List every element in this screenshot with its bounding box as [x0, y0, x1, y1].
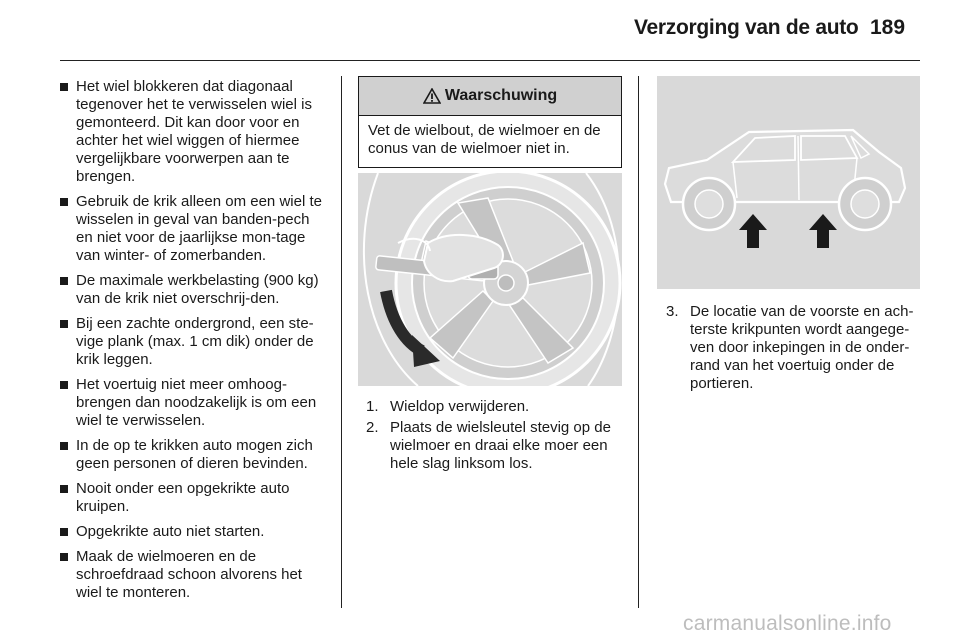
list-item: Gebruik de krik alleen om een wiel te wisselen in geval van banden-pech en niet voor de jaarlijkse mon-tage van winter- of zomerbanden.: [60, 193, 328, 265]
watermark: carmanualsonline.info: [683, 612, 892, 635]
column-divider-right: [638, 76, 639, 608]
wheel-steps-list: [366, 398, 634, 476]
warning-text: Vet de wielbout, de wielmoer en de conus van de wielmoer niet in.: [368, 122, 601, 157]
car-illustration-graphic: [657, 76, 920, 289]
list-item: Het voertuig niet meer omhoog-brengen dan noodzakelijk is om een wiel te verwisselen.: [60, 376, 328, 430]
wheel-wrench-illustration: [358, 173, 622, 386]
bullet-square-icon: [60, 553, 68, 561]
list-item: In de op te krikken auto mogen zich geen personen of dieren bevinden.: [60, 437, 328, 473]
jack-points-steps-list: [666, 303, 922, 396]
warning-triangle-icon: [423, 88, 441, 104]
list-item: Nooit onder een opgekrikte auto kruipen.: [60, 480, 328, 516]
list-item: De maximale werkbelasting (900 kg) van de krik niet overschrij-den.: [60, 272, 328, 308]
warning-header: [359, 77, 621, 116]
column-divider-left: [341, 76, 342, 608]
list-item: 1. Wieldop verwijderen.: [366, 398, 530, 415]
wheel-illustration-graphic: [358, 173, 622, 386]
bullet-square-icon: [60, 83, 68, 91]
header-divider: [60, 60, 920, 61]
list-item: 2. Plaats de wielsleutel stevig op de wielmoer en draai elke moer een hele slag linksom los.: [366, 419, 611, 472]
list-item: Maak de wielmoeren en de schroefdraad schoon alvorens het wiel te monteren.: [60, 548, 328, 602]
page-title: Verzorging van de auto: [634, 16, 859, 39]
bullet-square-icon: [60, 528, 68, 536]
car-jack-points-illustration: [657, 76, 920, 289]
bullet-square-icon: [60, 442, 68, 450]
warning-box: [358, 76, 622, 168]
list-item: Opgekrikte auto niet starten.: [60, 523, 328, 541]
precaution-list: [60, 78, 328, 609]
page-number: 189: [870, 16, 906, 39]
list-item: Het wiel blokkeren dat diagonaal tegenover het te verwisselen wiel is gemonteerd. Dit kan door voor en achter het wiel wiggen of hiermee vergelijkbare voorwerpen aan te brengen.: [60, 78, 328, 186]
bullet-square-icon: [60, 277, 68, 285]
list-item: 3. De locatie van de voorste en ach-terste krikpunten wordt aangege-ven door inkepingen in de onder-rand van het voertuig onder de portieren.: [666, 303, 914, 392]
list-item: Bij een zachte ondergrond, een ste-vige plank (max. 1 cm dik) onder de krik leggen.: [60, 315, 328, 369]
bullet-square-icon: [60, 198, 68, 206]
warning-title: Waarschuwing: [444, 87, 558, 104]
bullet-square-icon: [60, 320, 68, 328]
bullet-square-icon: [60, 381, 68, 389]
bullet-square-icon: [60, 485, 68, 493]
